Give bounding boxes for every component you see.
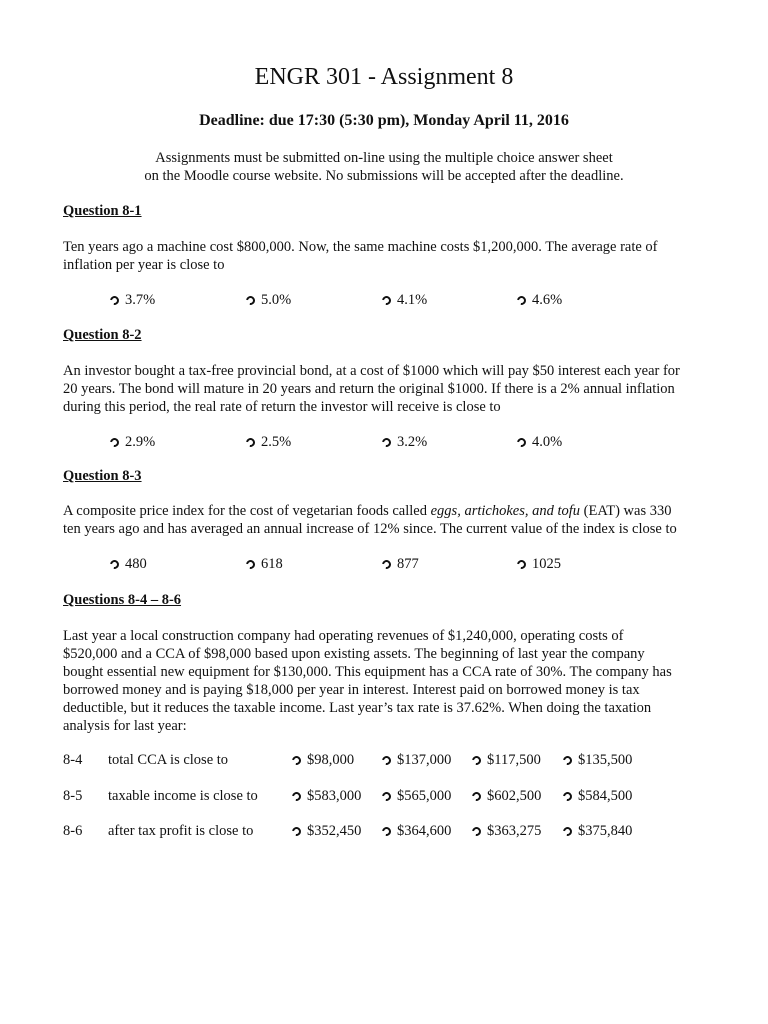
radio-icon xyxy=(244,436,257,449)
q5-option-d[interactable] xyxy=(563,787,632,805)
notice-line-2: on the Moodle course website. No submissions will be accepted after the deadline. xyxy=(144,168,624,184)
radio-icon xyxy=(561,825,574,838)
paragraph-line-4: borrowed money and is paying $18,000 per year in interest. Interest paid on borrowed money is tax xyxy=(63,682,640,698)
option-label: 4.0% xyxy=(532,434,563,450)
radio-icon xyxy=(515,558,528,571)
radio-icon xyxy=(290,754,303,767)
q4-option-a[interactable] xyxy=(292,751,354,769)
option-label: $98,000 xyxy=(307,752,355,768)
radio-icon xyxy=(561,754,574,767)
question-8-1-line-2: inflation per year is close to xyxy=(63,257,225,273)
question-8-2-text xyxy=(63,362,680,416)
q5-option-a[interactable] xyxy=(292,787,361,805)
option-label: $375,840 xyxy=(578,823,633,839)
paragraph-line-2: $520,000 and a CCA of $98,000 based upon existing assets. The beginning of last year the company xyxy=(63,646,645,662)
option-label: $363,275 xyxy=(487,823,542,839)
row-8-6-number: 8-6 xyxy=(63,823,83,839)
q6-option-a[interactable] xyxy=(292,822,361,840)
option-label: 1025 xyxy=(532,556,561,572)
q1-option-c[interactable] xyxy=(382,291,427,309)
text-run: A composite price index for the cost of vegetarian foods called xyxy=(63,503,431,519)
row-8-4-label: total CCA is close to xyxy=(108,752,229,768)
option-label: 2.5% xyxy=(261,434,292,450)
q1-option-a[interactable] xyxy=(110,291,155,309)
option-label: $583,000 xyxy=(307,788,362,804)
radio-icon xyxy=(244,558,257,571)
radio-icon xyxy=(380,754,393,767)
option-label: 2.9% xyxy=(125,434,156,450)
radio-icon xyxy=(515,294,528,307)
option-label: 480 xyxy=(125,556,147,572)
q3-option-b[interactable] xyxy=(246,555,283,573)
radio-icon xyxy=(244,294,257,307)
q2-option-c[interactable] xyxy=(382,433,427,451)
paragraph-line-3: bought essential new equipment for $130,000. This equipment has a CCA rate of 30%. The company has xyxy=(63,664,672,680)
option-label: $352,450 xyxy=(307,823,362,839)
q4-option-d[interactable] xyxy=(563,751,632,769)
q2-option-b[interactable] xyxy=(246,433,291,451)
row-8-5-number: 8-5 xyxy=(63,788,83,804)
radio-icon xyxy=(470,790,483,803)
option-label: 4.6% xyxy=(532,292,563,308)
questions-8-4-8-6-heading: Questions 8-4 – 8-6 xyxy=(63,592,182,608)
radio-icon xyxy=(380,294,393,307)
option-label: $137,000 xyxy=(397,752,452,768)
option-label: $135,500 xyxy=(578,752,633,768)
question-8-3-heading: Question 8-3 xyxy=(63,468,142,484)
q3-option-c[interactable] xyxy=(382,555,419,573)
q1-option-b[interactable] xyxy=(246,291,291,309)
questions-8-4-8-6-text xyxy=(63,627,672,735)
q3-option-a[interactable] xyxy=(110,555,147,573)
q6-option-d[interactable] xyxy=(563,822,632,840)
option-label: $584,500 xyxy=(578,788,633,804)
question-8-2-line-2: 20 years. The bond will mature in 20 years and return the original $1000. If there is a 2% annual inflation xyxy=(63,381,675,397)
q5-option-c[interactable] xyxy=(472,787,541,805)
q4-option-c[interactable] xyxy=(472,751,541,769)
q2-option-d[interactable] xyxy=(517,433,562,451)
option-label: $117,500 xyxy=(487,752,541,768)
radio-icon xyxy=(380,558,393,571)
radio-icon xyxy=(470,754,483,767)
row-8-6-label: after tax profit is close to xyxy=(108,823,254,839)
q6-option-c[interactable] xyxy=(472,822,541,840)
q5-option-b[interactable] xyxy=(382,787,451,805)
option-label: 3.2% xyxy=(397,434,428,450)
option-label: 877 xyxy=(397,556,419,572)
option-label: 3.7% xyxy=(125,292,156,308)
q3-option-d[interactable] xyxy=(517,555,561,573)
option-label: $364,600 xyxy=(397,823,452,839)
page-title: ENGR 301 - Assignment 8 xyxy=(254,64,514,90)
notice-line-1: Assignments must be submitted on-line using the multiple choice answer sheet xyxy=(155,150,613,166)
radio-icon xyxy=(515,436,528,449)
option-label: 4.1% xyxy=(397,292,428,308)
q4-option-b[interactable] xyxy=(382,751,451,769)
radio-icon xyxy=(108,294,121,307)
question-8-1-line-1: Ten years ago a machine cost $800,000. Now, the same machine costs $1,200,000. The average rate of xyxy=(63,239,658,255)
radio-icon xyxy=(290,790,303,803)
radio-icon xyxy=(380,825,393,838)
radio-icon xyxy=(108,558,121,571)
option-label: $602,500 xyxy=(487,788,542,804)
radio-icon xyxy=(290,825,303,838)
paragraph-line-5: deductible, but it reduces the taxable income. Last year’s tax rate is 37.62%. When doing the taxation xyxy=(63,700,652,716)
question-8-3-text xyxy=(63,502,677,538)
question-8-3-line-1 xyxy=(63,502,677,520)
question-8-1-text xyxy=(63,238,658,274)
question-8-3-line-2: ten years ago and has averaged an annual increase of 12% since. The current value of the index is close to xyxy=(63,521,677,537)
deadline-line: Deadline: due 17:30 (5:30 pm), Monday April 11, 2016 xyxy=(199,112,569,129)
submission-notice xyxy=(0,149,768,185)
question-8-2-line-1: An investor bought a tax-free provincial bond, at a cost of $1000 which will pay $50 interest each year for xyxy=(63,363,680,379)
option-label: 618 xyxy=(261,556,283,572)
option-label: 5.0% xyxy=(261,292,292,308)
question-8-1-heading: Question 8-1 xyxy=(63,203,142,219)
question-8-2-line-3: during this period, the real rate of return the investor will receive is close to xyxy=(63,399,501,415)
question-8-2-heading: Question 8-2 xyxy=(63,327,142,343)
q2-option-a[interactable] xyxy=(110,433,155,451)
radio-icon xyxy=(470,825,483,838)
row-8-4-number: 8-4 xyxy=(63,752,83,768)
q6-option-b[interactable] xyxy=(382,822,451,840)
radio-icon xyxy=(108,436,121,449)
radio-icon xyxy=(380,436,393,449)
paragraph-line-1: Last year a local construction company had operating revenues of $1,240,000, operating costs of xyxy=(63,628,624,644)
row-8-5-label: taxable income is close to xyxy=(108,788,258,804)
italic-food-name: eggs, artichokes, and tofu xyxy=(430,503,581,519)
q1-option-d[interactable] xyxy=(517,291,562,309)
paragraph-line-6: analysis for last year: xyxy=(63,718,187,734)
radio-icon xyxy=(380,790,393,803)
option-label: $565,000 xyxy=(397,788,452,804)
radio-icon xyxy=(561,790,574,803)
text-run: (EAT) was 330 xyxy=(580,503,672,519)
